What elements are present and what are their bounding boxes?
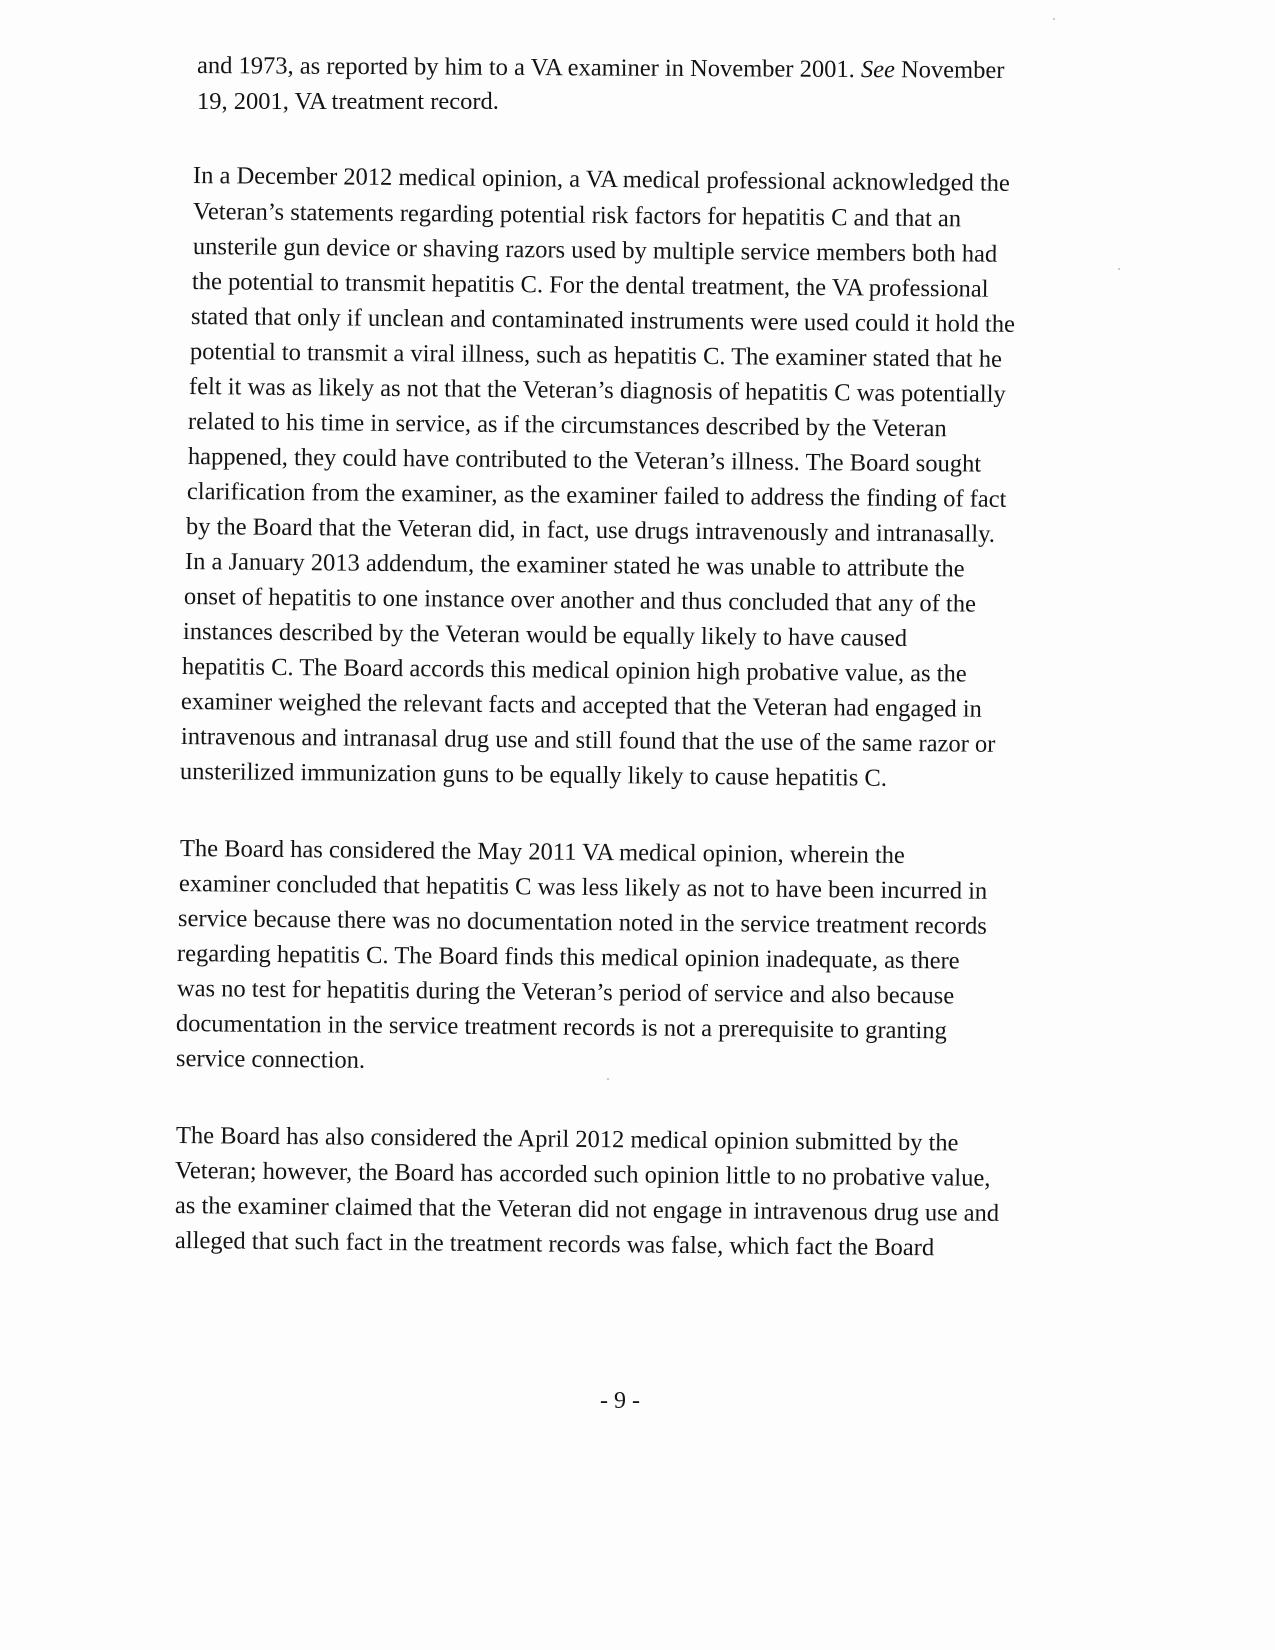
text-line: clarification from the examiner, as the examiner failed to address the finding of fact [186, 478, 1007, 513]
scan-artifact [607, 1078, 609, 1080]
text-line: documentation in the service treatment records is not a prerequisite to granting [175, 1010, 947, 1045]
text-line: was no test for hepatitis during the Veteran’s period of service and also because [176, 975, 955, 1010]
text-line: In a January 2013 addendum, the examiner stated he was unable to attribute the [184, 548, 965, 583]
scan-artifact [1118, 268, 1120, 270]
text-line: regarding hepatitis C. The Board finds this medical opinion inadequate, as there [176, 940, 960, 975]
scan-artifact [1053, 18, 1055, 20]
text-line: the potential to transmit hepatitis C. For the dental treatment, the VA professional [191, 268, 989, 303]
page-number: - 9 - [600, 1388, 640, 1414]
text-line: unsterile gun device or shaving razors used by multiple service members both had [192, 233, 998, 268]
text-line: In a December 2012 medical opinion, a VA medical professional acknowledged the [192, 162, 1010, 197]
text-line: unsterilized immunization guns to be equally likely to cause hepatitis C. [179, 758, 888, 792]
text-line [197, 50, 1005, 87]
text-line: happened, they could have contributed to the Veteran’s illness. The Board sought [187, 443, 982, 478]
text-line: hepatitis C. The Board accords this medical opinion high probative value, as the [181, 653, 967, 688]
text-line: intravenous and intranasal drug use and still found that the use of the same razor or [180, 723, 996, 758]
text-line: potential to transmit a viral illness, such as hepatitis C. The examiner stated that he [189, 338, 1003, 373]
text-line: onset of hepatitis to one instance over another and thus concluded that any of the [183, 583, 977, 618]
text-line: examiner weighed the relevant facts and accepted that the Veteran had engaged in [180, 688, 982, 723]
text-line: Veteran; however, the Board has accorded such opinion little to no probative value, [174, 1157, 991, 1192]
text-line: The Board has also considered the April 2012 medical opinion submitted by the [175, 1122, 959, 1157]
text-line: felt it was as likely as not that the Veteran’s diagnosis of hepatitis C was potentially [188, 373, 1006, 408]
text-line: The Board has considered the May 2011 VA medical opinion, wherein the [179, 835, 905, 869]
citation-signal: See [860, 56, 895, 84]
text-line: service connection. [175, 1045, 366, 1074]
text-line: 19, 2001, VA treatment record. [197, 88, 499, 115]
text-line: examiner concluded that hepatitis C was less likely as not to have been incurred in [178, 870, 988, 905]
text-line: alleged that such fact in the treatment records was false, which fact the Board [174, 1227, 935, 1262]
line-text: and 1973, as reported by him to a VA examiner in November 2001. [196, 52, 861, 84]
text-line: stated that only if unclean and contaminated instruments were used could it hold the [190, 303, 1016, 338]
line-text: November [894, 56, 1005, 84]
text-line: Veteran’s statements regarding potential risk factors for hepatitis C and that an [192, 198, 962, 233]
text-line: as the examiner claimed that the Veteran did not engage in intravenous drug use and [174, 1192, 1000, 1227]
text-line: instances described by the Veteran would be equally likely to have caused [182, 618, 908, 652]
text-line: service because there was no documentation noted in the service treatment records [177, 905, 987, 940]
text-line: related to his time in service, as if the circumstances described by the Veteran [187, 408, 947, 443]
text-line: by the Board that the Veteran did, in fact, use drugs intravenously and intranasally. [185, 513, 996, 548]
